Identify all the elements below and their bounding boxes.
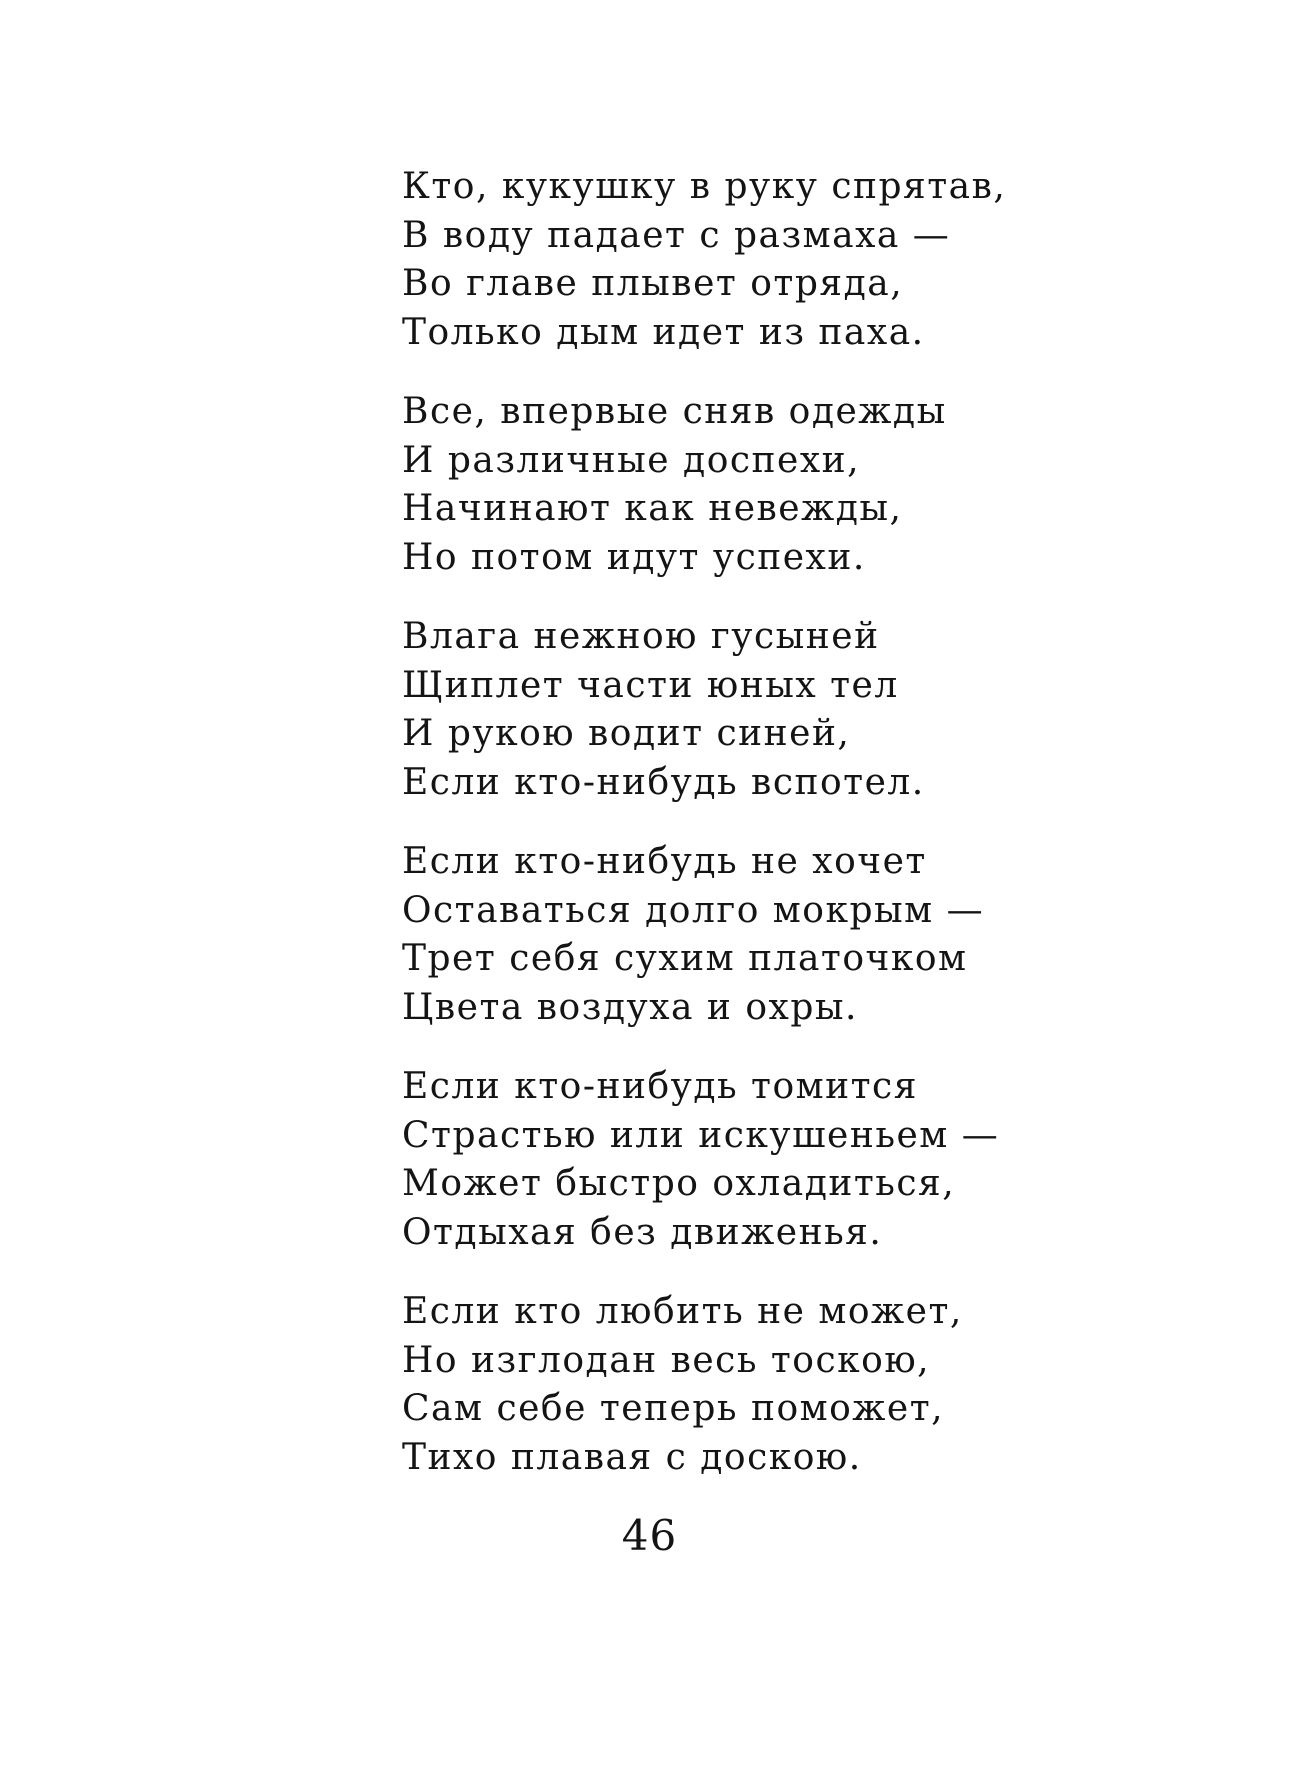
poem-line: Трет себя сухим платочком — [402, 938, 968, 979]
poem-line: Во главе плывет отряда, — [402, 263, 904, 304]
poem-line: Щиплет части юных тел — [402, 664, 899, 706]
poem-line: И различные доспехи, — [402, 439, 861, 481]
poem-line: Но потом идут успехи. — [402, 536, 866, 578]
stanza — [402, 1288, 1042, 1482]
poem-line: Все, впервые сняв одежды — [402, 391, 947, 432]
stanza — [402, 1063, 1042, 1257]
poem-line: Может быстро охладиться, — [402, 1163, 956, 1204]
poem-line: Страстью или искушеньем — — [402, 1114, 1000, 1156]
poem-line: Начинают как невежды, — [402, 488, 903, 529]
page-number: 46 — [621, 1511, 678, 1560]
poem-line: Если кто любить не может, — [402, 1291, 963, 1332]
poem — [402, 163, 1042, 1513]
stanza — [402, 388, 1042, 582]
poem-line: И рукою водит синей, — [402, 713, 851, 754]
poem-line: Если кто-нибудь не хочет — [402, 841, 927, 882]
stanza — [402, 838, 1042, 1032]
poem-line: Оставаться долго мокрым — — [402, 889, 985, 931]
poem-line: Цвета воздуха и охры. — [402, 986, 858, 1028]
poem-line: Если кто-нибудь томится — [402, 1066, 918, 1107]
poem-line: Но изглодан весь тоскою, — [402, 1339, 931, 1381]
poem-line: Только дым идет из паха. — [402, 311, 925, 353]
poem-line: Тихо плавая с доскою. — [402, 1436, 862, 1478]
poem-line: Сам себе теперь поможет, — [402, 1388, 945, 1429]
poem-line: Отдыхая без движенья. — [402, 1211, 883, 1253]
stanza — [402, 613, 1042, 807]
poem-line: Кто, кукушку в руку спрятав, — [402, 166, 1007, 207]
stanza — [402, 163, 1042, 357]
poem-line: Влага нежною гусыней — [402, 616, 880, 657]
poem-line: Если кто-нибудь вспотел. — [402, 761, 925, 803]
poem-line: В воду падает с размаха — — [402, 214, 951, 256]
